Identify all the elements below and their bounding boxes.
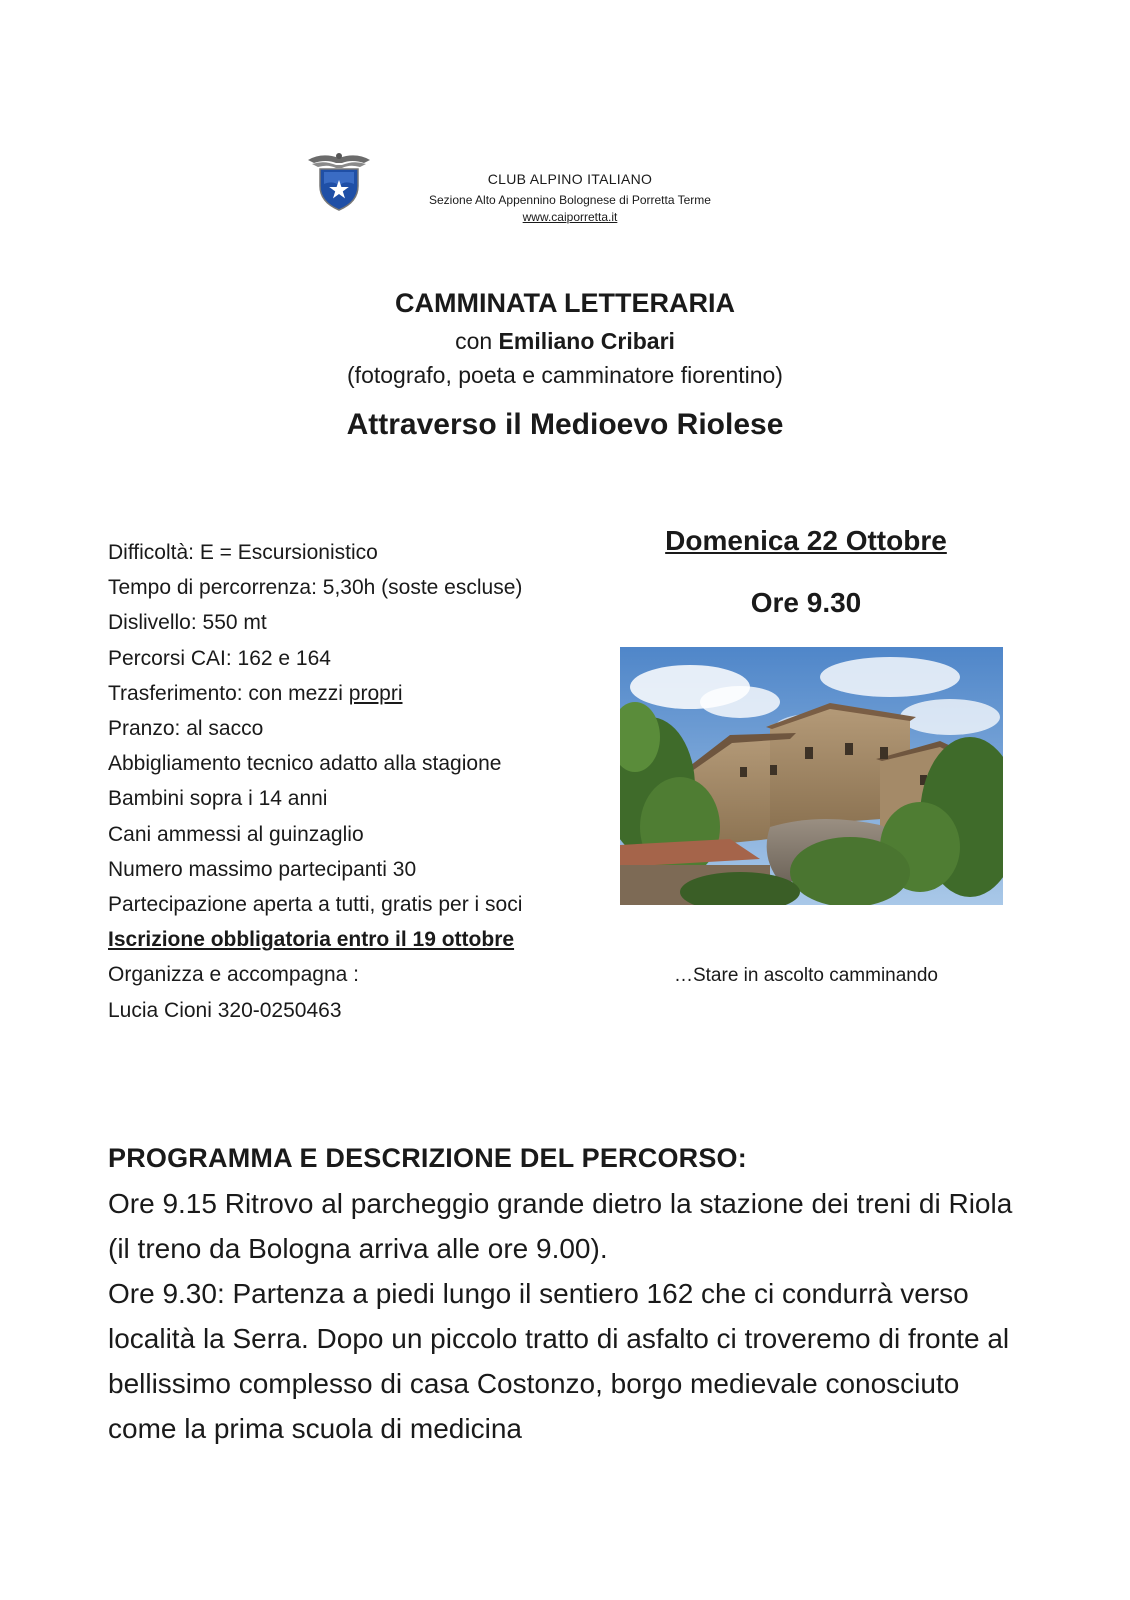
detail-children: Bambini sopra i 14 anni	[108, 787, 328, 811]
detail-organizer-contact: Lucia Cioni 320-0250463	[108, 998, 342, 1022]
event-date: Domenica 22 Ottobre	[665, 525, 947, 556]
detail-organizer-label: Organizza e accompagna :	[108, 963, 359, 987]
club-section: Sezione Alto Appennino Bolognese di Porretta Terme	[429, 193, 711, 207]
cai-logo-icon	[306, 150, 372, 212]
program-paragraph-2: Ore 9.30: Partenza a piedi lungo il sentiero 162 che ci condurrà verso località la Serra. Dopo un piccolo tratto di asfalto ci troveremo di fronte al bellissimo complesso di casa Costonzo, borgo medievale conosciuto come la prima scuola di medicina	[108, 1278, 1010, 1444]
event-details-list	[108, 535, 628, 1028]
detail-clothing: Abbigliamento tecnico adatto alla stagione	[108, 752, 502, 776]
detail-registration: Iscrizione obbligatoria entro il 19 ottobre	[108, 928, 515, 952]
detail-transfer-underlined: propri	[348, 681, 403, 705]
guide-description: (fotografo, poeta e camminatore fiorentino)	[347, 362, 783, 388]
club-website-text[interactable]: www.caiporretta.it	[522, 210, 618, 224]
guide-prefix: con	[455, 328, 493, 354]
program-title: PROGRAMMA E DESCRIZIONE DEL PERCORSO:	[108, 1143, 747, 1173]
detail-max-participants: Numero massimo partecipanti 30	[108, 857, 417, 881]
detail-transfer-prefix: Trasferimento: con mezzi	[108, 681, 349, 705]
program-paragraph-1: Ore 9.15 Ritrovo al parcheggio grande dietro la stazione dei treni di Riola (il treno da Bologna arriva alle ore 9.00).	[108, 1188, 1013, 1264]
event-time: Ore 9.30	[750, 587, 862, 618]
guide-name: Emiliano Cribari	[498, 328, 675, 354]
event-name: Attraverso il Medioevo Riolese	[346, 408, 784, 441]
detail-participation: Partecipazione aperta a tutti, gratis per i soci	[108, 893, 523, 917]
detail-transfer	[108, 676, 628, 711]
guide-line	[0, 328, 1130, 355]
photo-caption: …Stare in ascolto camminando	[673, 965, 938, 986]
medieval-village-photo-icon	[620, 647, 1003, 905]
detail-lunch: Pranzo: al sacco	[108, 717, 264, 741]
detail-trails: Percorsi CAI: 162 e 164	[108, 646, 331, 670]
event-title: CAMMINATA LETTERARIA	[395, 288, 735, 318]
club-name: CLUB ALPINO ITALIANO	[487, 171, 653, 187]
club-website-link[interactable]	[380, 210, 760, 224]
detail-duration: Tempo di percorrenza: 5,30h (soste escluse)	[108, 576, 523, 600]
detail-elevation: Dislivello: 550 mt	[108, 611, 267, 635]
detail-dogs: Cani ammessi al guinzaglio	[108, 822, 364, 846]
detail-difficulty: Difficoltà: E = Escursionistico	[108, 541, 378, 564]
program-text	[108, 1181, 1028, 1451]
